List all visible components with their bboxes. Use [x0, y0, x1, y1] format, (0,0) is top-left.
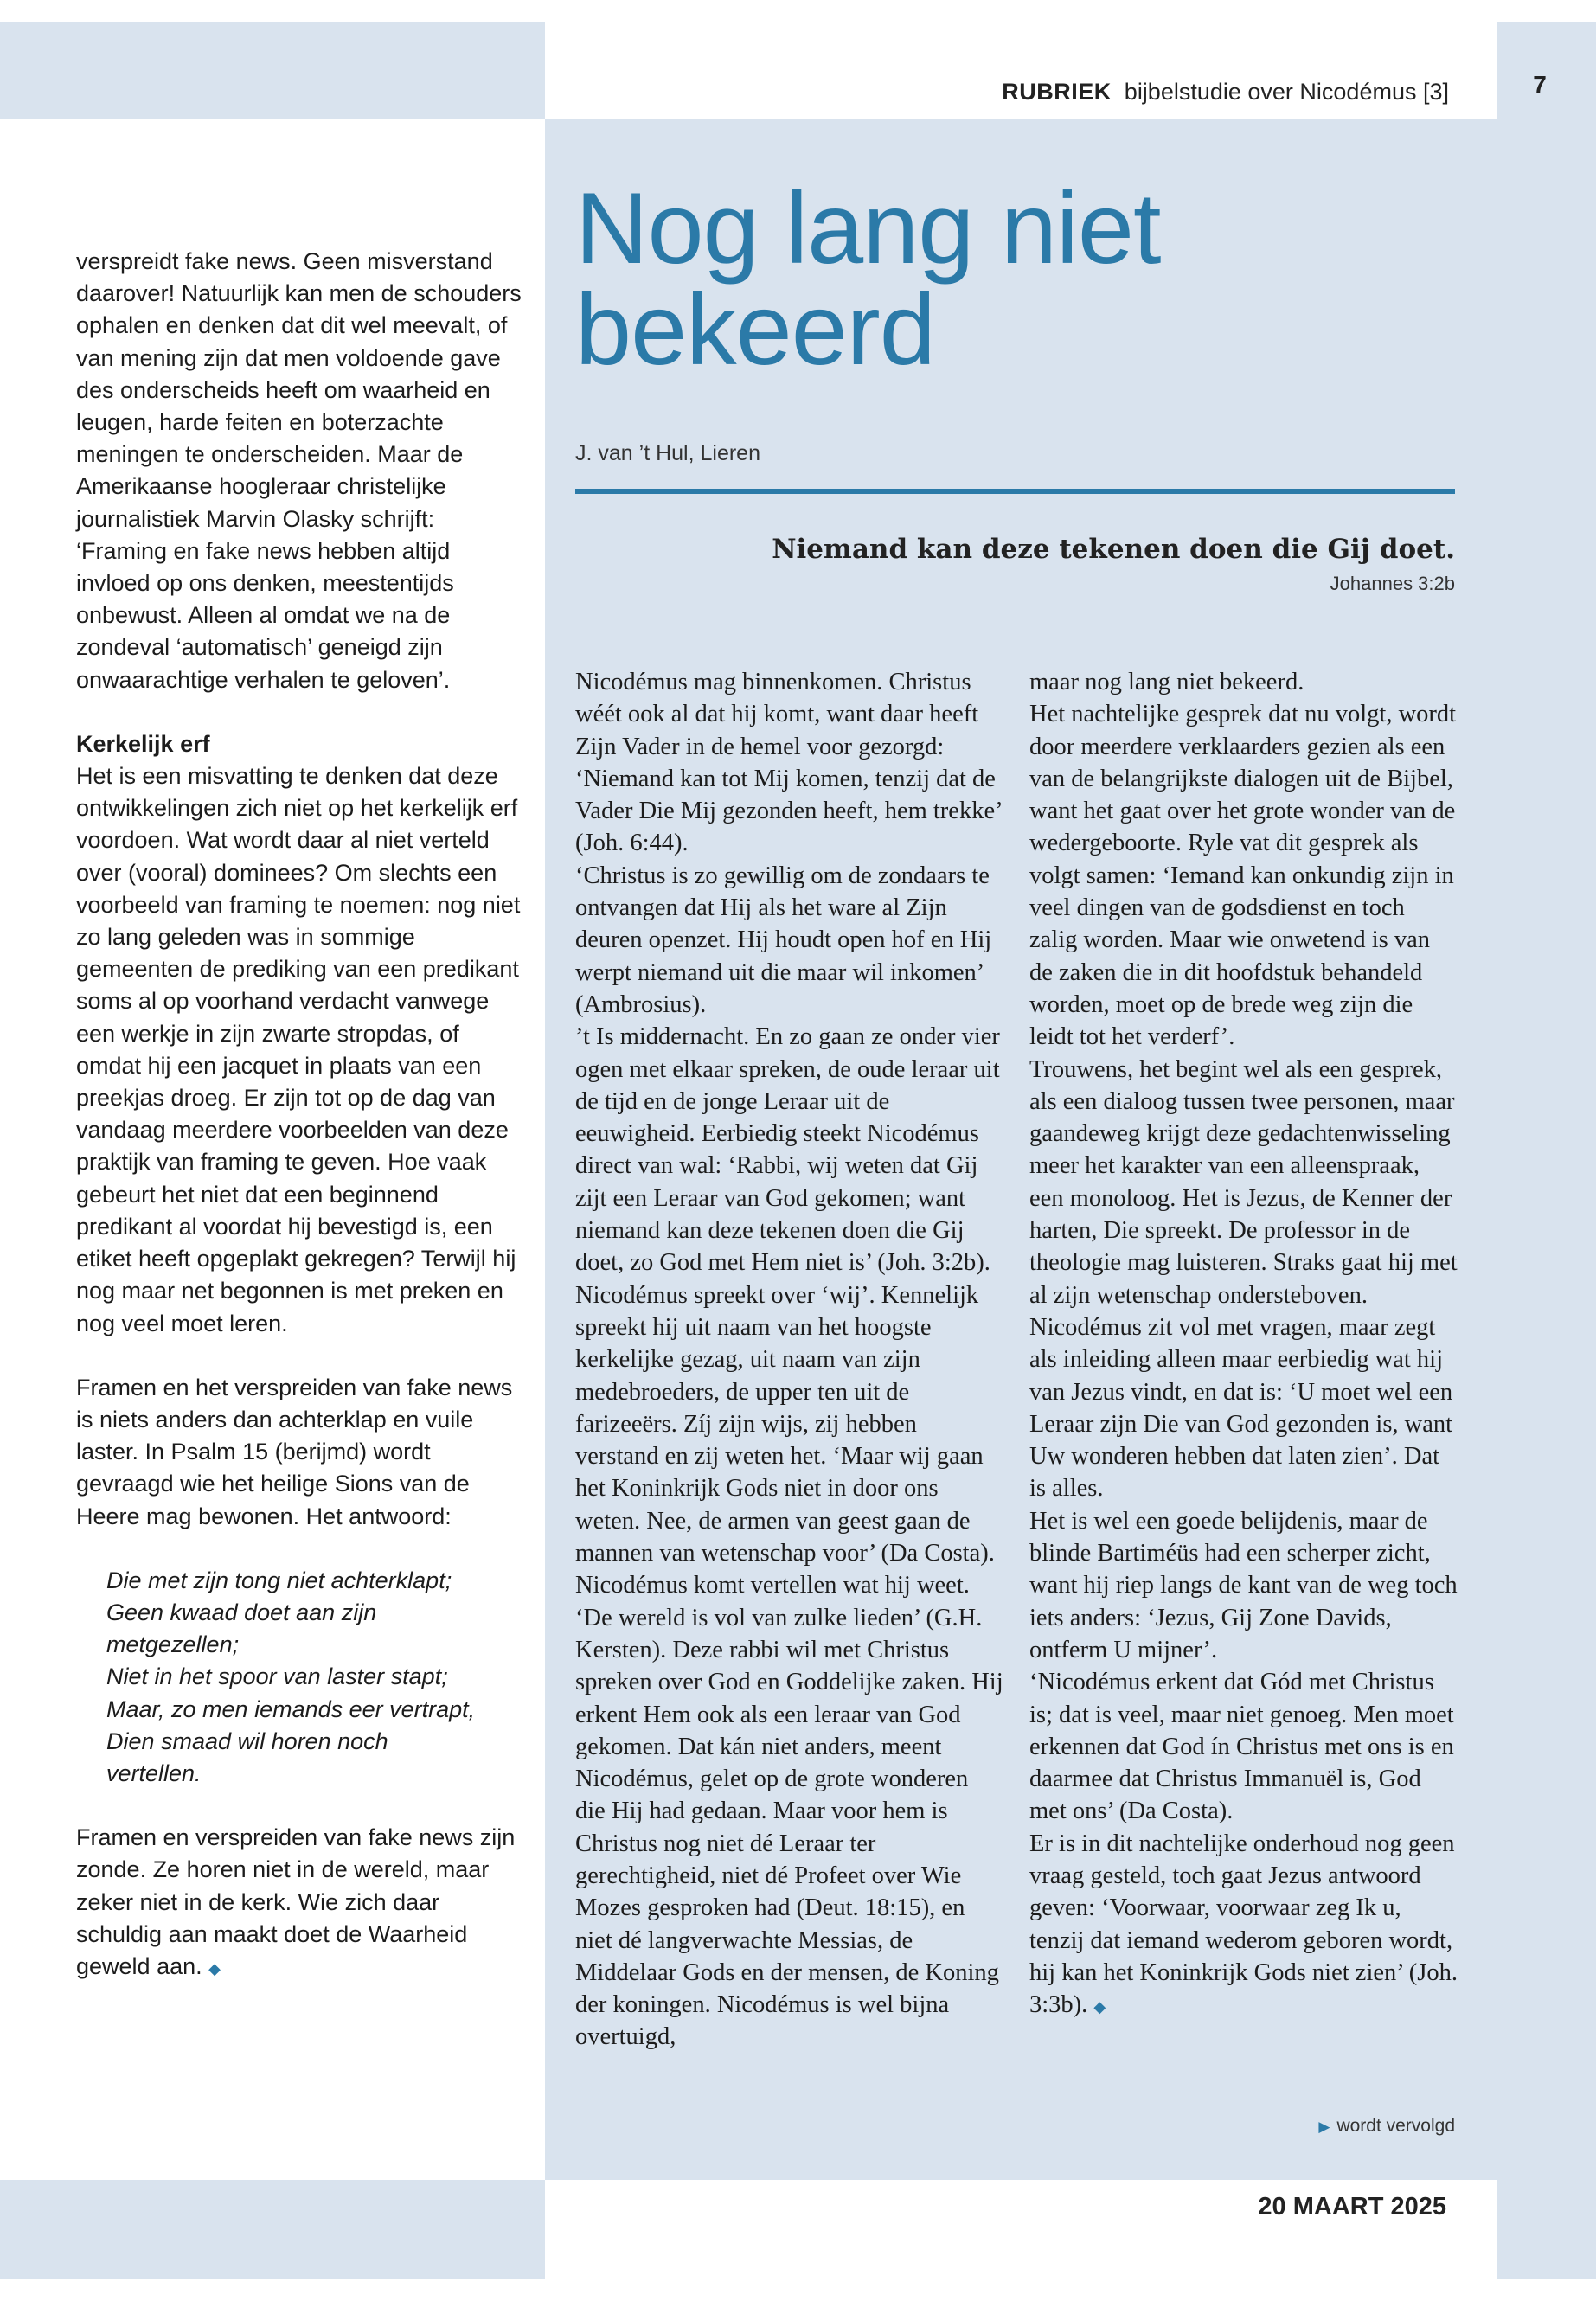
right-paragraph-4: Nicodémus zit vol met vragen, maar zegt als inleiding alleen maar eerbiedig wat hij van Jezus vindt, en dat is: ‘U moet wel een Leraar zijn Die van God gezonden is, want Uw wonderen hebben dat laten zien’. Dat is alles. [1029, 1313, 1453, 1503]
psalm-quote [76, 1565, 526, 1790]
left-column [76, 246, 526, 1985]
poem-line: Geen kwaad doet aan zijn [106, 1599, 377, 1625]
right-paragraph-5: Het is wel een goede belijdenis, maar de blinde Bartiméüs had een scherper zicht, want hij riep langs de kant van de weg toch iets anders: ‘Jezus, Gij Zone Davids, ontferm U mijner’. [1029, 1507, 1458, 1663]
poem-line: vertellen. [106, 1759, 202, 1786]
poem-line: metgezellen; [106, 1631, 240, 1658]
scripture-quote: Niemand kan deze tekenen doen die Gij doet. [772, 534, 1455, 565]
top-left-band [0, 22, 545, 119]
middle-paragraph-1: Nicodémus mag binnenkomen. Christus wéét ook al dat hij komt, want daar heeft Zijn Vader in de hemel voor gezorgd: ‘Niemand kan tot Mij komen, tenzij dat de Vader Die Mij gezonden heeft, hem trekke’ (Joh. 6:44). [575, 669, 1002, 857]
left-paragraph-3: Framen en het verspreiden van fake news is niets anders dan achterklap en vuile laster. In Psalm 15 (berijmd) wordt gevraagd wie het heilige Sions van de Heere mag bewonen. Het antwoord: [76, 1374, 513, 1529]
left-paragraph-4-text: Framen en verspreiden van fake news zijn zonde. Ze horen niet in de wereld, maar zeker niet in de kerk. Wie zich daar schuldig aan maakt doet de Waarheid geweld aan. [76, 1824, 516, 1979]
triangle-right-icon: ▶ [1318, 2118, 1330, 2135]
end-mark-icon: ◆ [1093, 1998, 1106, 2016]
left-paragraph-1: verspreidt fake news. Geen misverstand daarover! Natuurlijk kan men de schouders ophalen en denken dat dit wel meevalt, of van mening zijn dat men voldoende gave des onderscheids heeft om waarheid en leugen, harde feiten en boterzachte meningen te onderscheiden. Maar de Amerikaanse hoogleraar christelijke journalistiek Marvin Olasky schrijft: ‘Framing en fake news hebben altijd invloed op ons denken, meestentijds onbewust. Alleen al omdat we na de zondeval ‘automatisch’ geneigd zijn onwaarachtige verhalen te geloven’. [76, 248, 522, 693]
middle-paragraph-4: Nicodémus spreekt over ‘wij’. Kennelijk spreekt hij uit naam van het hoogste kerkelijke gezag, uit naam van zijn medebroeders, de upper ten uit de farizeeërs. Zíj zijn wijs, zij hebben verstand en zij weten het. ‘Maar wij gaan het Koninkrijk Gods niet in door ons weten. Nee, de armen van geest gaan de mannen van wetenschap voor’ (Da Costa). [575, 1281, 995, 1567]
article-title [575, 171, 1484, 386]
middle-paragraph-2: ‘Christus is zo gewillig om de zondaars te ontvangen dat Hij als het ware al Zijn deuren openzet. Hij houdt open hof en Hij werpt niemand uit die maar wil inkomen’ (Ambrosius). [575, 862, 992, 1018]
continued-label: wordt vervolgd [1336, 2116, 1455, 2136]
title-divider [575, 489, 1455, 494]
title-line-2: bekeerd [575, 272, 935, 386]
rubric-label: RUBRIEK [1002, 79, 1112, 105]
poem-line: Maar, zo men iemands eer vertrapt, [106, 1695, 476, 1722]
poem-line: Die met zijn tong niet achterklapt; [106, 1567, 452, 1593]
bottom-left-band [0, 2180, 545, 2279]
middle-column [575, 666, 1003, 2054]
right-paragraph-7 [1029, 1828, 1458, 2024]
right-edge-band [1497, 22, 1596, 2279]
right-paragraph-7-text: Er is in dit nachtelijke onderhoud nog geen vraag gesteld, toch gaat Jezus antwoord geven: ‘Voorwaar, voorwaar zeg Ik u, tenzij dat iemand wederom geboren wordt, hij kan het Koninkrijk Gods niet zien’ (Joh. 3:3b). [1029, 1830, 1458, 2019]
left-paragraph-2: Het is een misvatting te denken dat deze ontwikkelingen zich niet op het kerkelijk erf voordoen. Wat wordt daar al niet verteld over (vooral) dominees? Om slechts een voorbeeld van framing te noemen: nog niet zo lang geleden was in sommige gemeenten de prediking van een predikant soms al op voorhand verdacht vanwege een werkje in zijn zwarte stropdas, of omdat hij een jacquet in plaats van een preekjas droeg. Er zijn tot op de dag van vandaag meerdere voorbeelden van deze praktijk van framing te geven. Hoe vaak gebeurt het niet dat een beginnend predikant al voordat hij bevestigd is, een etiket heeft opgeplakt gekregen? Terwijl hij nog maar net begonnen is met preken en nog veel moet leren. [76, 763, 521, 1336]
middle-paragraph-5: Nicodémus komt vertellen wat hij weet. ‘De wereld is vol van zulke lieden’ (G.H. Kersten). Deze rabbi wil met Christus spreken over God en Goddelijke zaken. Hij erkent Hem ook als een leraar van God gekomen. Dat kán niet anders, meent Nicodémus, gelet op de grote wonderen die Hij had gedaan. Maar voor hem is Christus nog niet dé Leraar ter gerechtigheid, niet dé Profeet over Wie Mozes gesproken had (Deut. 18:15), en niet dé langverwachte Messias, de Middelaar Gods en der mensen, de Koning der koningen. Nicodémus is wel bijna overtuigd, [575, 1572, 1003, 2051]
right-column [1029, 666, 1458, 2023]
right-paragraph-6: ‘Nicodémus erkent dat Gód met Christus is; dat is veel, maar niet genoeg. Men moet erkennen dat God ín Christus met ons is en daarmee dat Christus Immanuël is, God met ons’ (Da Costa). [1029, 1669, 1454, 1825]
right-paragraph-1: maar nog lang niet bekeerd. [1029, 669, 1304, 695]
continued-note [1306, 2116, 1455, 2137]
end-mark-icon: ◆ [208, 1959, 221, 1977]
rubric-subtitle: bijbelstudie over Nicodémus [3] [1124, 79, 1449, 105]
scripture-reference: Johannes 3:2b [1330, 573, 1455, 594]
right-paragraph-3: Trouwens, het begint wel als een gesprek, als een dialoog tussen twee personen, maar gaandeweg krijgt deze gedachtenwisseling meer het karakter van een alleenspraak, een monoloog. Het is Jezus, de Kenner der harten, Die spreekt. De professor in de theologie mag luisteren. Straks gaat hij met al zijn wetenschap ondersteboven. [1029, 1055, 1458, 1309]
poem-line: Dien smaad wil horen noch [106, 1727, 388, 1754]
page-number: 7 [1533, 71, 1547, 98]
poem-line: Niet in het spoor van laster stapt; [106, 1663, 448, 1690]
subheading-kerkelijk-erf: Kerkelijk erf [76, 730, 210, 757]
title-line-1: Nog lang niet [575, 171, 1161, 285]
issue-date: 20 MAART 2025 [1258, 2193, 1446, 2221]
middle-paragraph-3: ’t Is middernacht. En zo gaan ze onder vier ogen met elkaar spreken, de oude leraar uit de tijd en de jonge Leraar uit de eeuwigheid. Eerbiedig steekt Nicodémus direct van wal: ‘Rabbi, wij weten dat Gij zijt een Leraar van God gekomen; want niemand kan deze tekenen doen die Gij doet, zo God met Hem niet is’ (Joh. 3:2b). [575, 1023, 1000, 1277]
author-byline: J. van ’t Hul, Lieren [575, 441, 760, 465]
right-paragraph-2: Het nachtelijke gesprek dat nu volgt, wordt door meerdere verklaarders gezien als een van de belangrijkste dialogen uit de Bijbel, want het gaat over het grote wonder van de wedergeboorte. Ryle vat dit gesprek als volgt samen: ‘Iemand kan onkundig zijn in veel dingen van de godsdienst en toch zalig worden. Maar wie onwetend is van de zaken die in dit hoofdstuk behandeld worden, moet op de brede weg zijn die leidt tot het verderf’. [1029, 701, 1457, 1051]
left-paragraph-4 [76, 1822, 526, 1985]
running-header [943, 76, 1449, 107]
